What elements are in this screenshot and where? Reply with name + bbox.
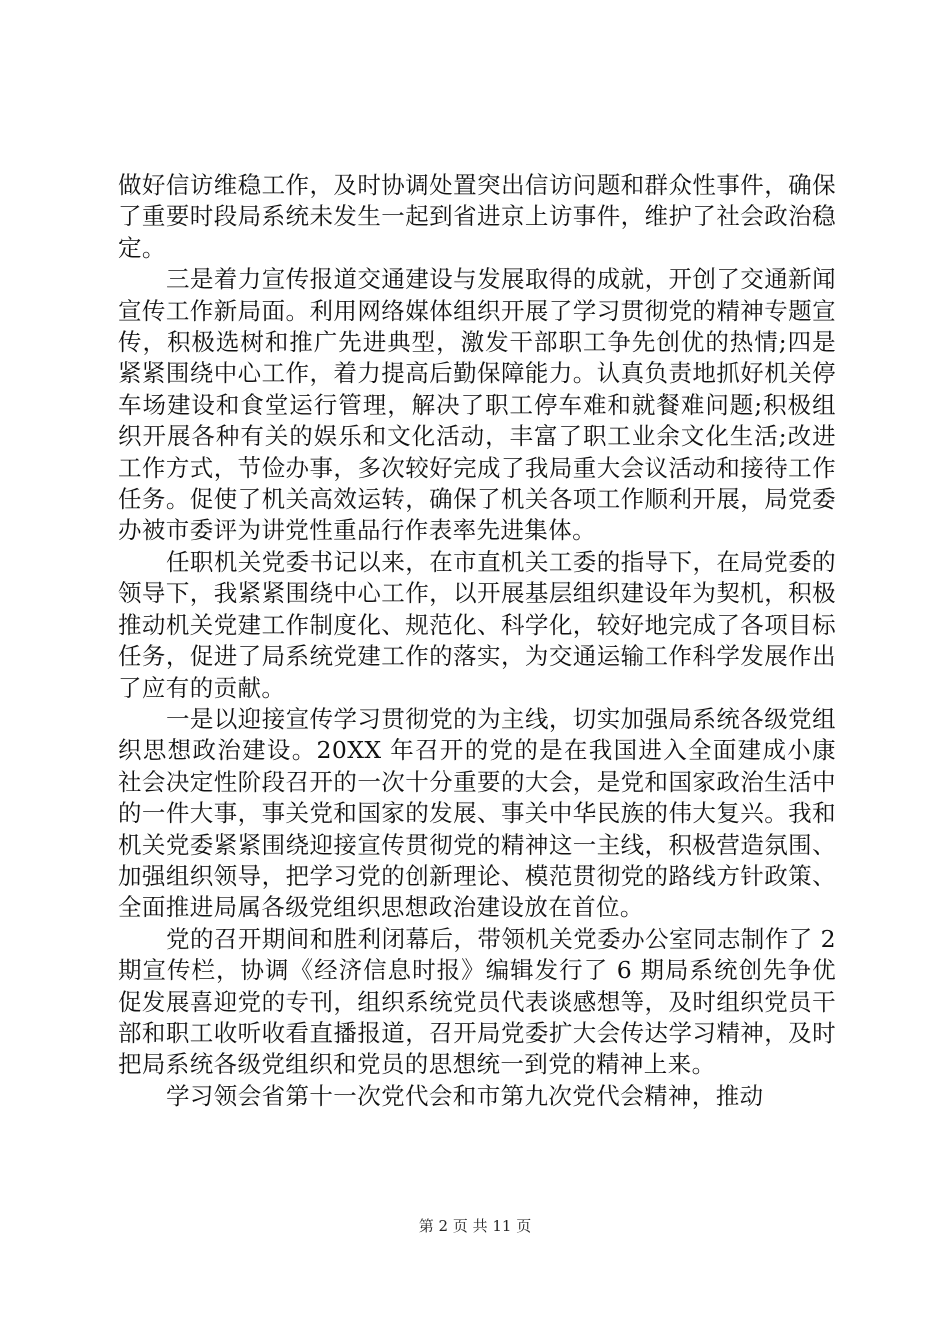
paragraph: 做好信访维稳工作，及时协调处置突出信访问题和群众性事件，确保了重要时段局系统未发生一起到省进京上访事件，维护了社会政治稳定。 [118,171,836,262]
paragraph: 一是以迎接宣传学习贯彻党的为主线，切实加强局系统各级党组织思想政治建设。20XX 年召开的党的是在我国进入全面建成小康社会决定性阶段召开的一次十分重要的大会，是党和国家政治生活中的一件大事，事关党和国家的发展、事关中华民族的伟大复兴。我和机关党委紧紧围绕迎接宣传贯彻党的精神这一主线，积极营造氛围、加强组织领导，把学习党的创新理论、模范贯彻党的路线方针政策、全面推进局属各级党组织思想政治建设放在首位。 [118,704,836,922]
page-number-footer: 第 2 页 共 11 页 [418,1217,532,1235]
paragraph: 三是着力宣传报道交通建设与发展取得的成就，开创了交通新闻宣传工作新局面。利用网络媒体组织开展了学习贯彻党的精神专题宣传，积极选树和推广先进典型，激发干部职工争先创优的热情;四是紧紧围绕中心工作，着力提高后勤保障能力。认真负责地抓好机关停车场建设和食堂运行管理，解决了职工停车难和就餐难问题;积极组织开展各种有关的娱乐和文化活动，丰富了职工业余文化生活;改进工作方式，节俭办事，多次较好完成了我局重大会议活动和接待工作任务。促使了机关高效运转，确保了机关各项工作顺利开展，局党委办被市委评为讲党性重品行作表率先进集体。 [118,265,836,545]
document-body [118,170,836,1112]
paragraph: 学习领会省第十一次党代会和市第九次党代会精神，推动 [166,1081,764,1110]
paragraph: 党的召开期间和胜利闭幕后，带领机关党委办公室同志制作了 2 期宣传栏，协调《经济信息时报》编辑发行了 6 期局系统创先争优促发展喜迎党的专刊，组织系统党员代表谈感想等，及时组织党员干部和职工收听收看直播报道，召开局党委扩大会传达学习精神，及时把局系统各级党组织和党员的思想统一到党的精神上来。 [118,924,836,1079]
paragraph: 任职机关党委书记以来，在市直机关工委的指导下，在局党委的领导下，我紧紧围绕中心工作，以开展基层组织建设年为契机，积极推动机关党建工作制度化、规范化、科学化，较好地完成了各项目标任务，促进了局系统党建工作的落实，为交通运输工作科学发展作出了应有的贡献。 [118,547,836,702]
